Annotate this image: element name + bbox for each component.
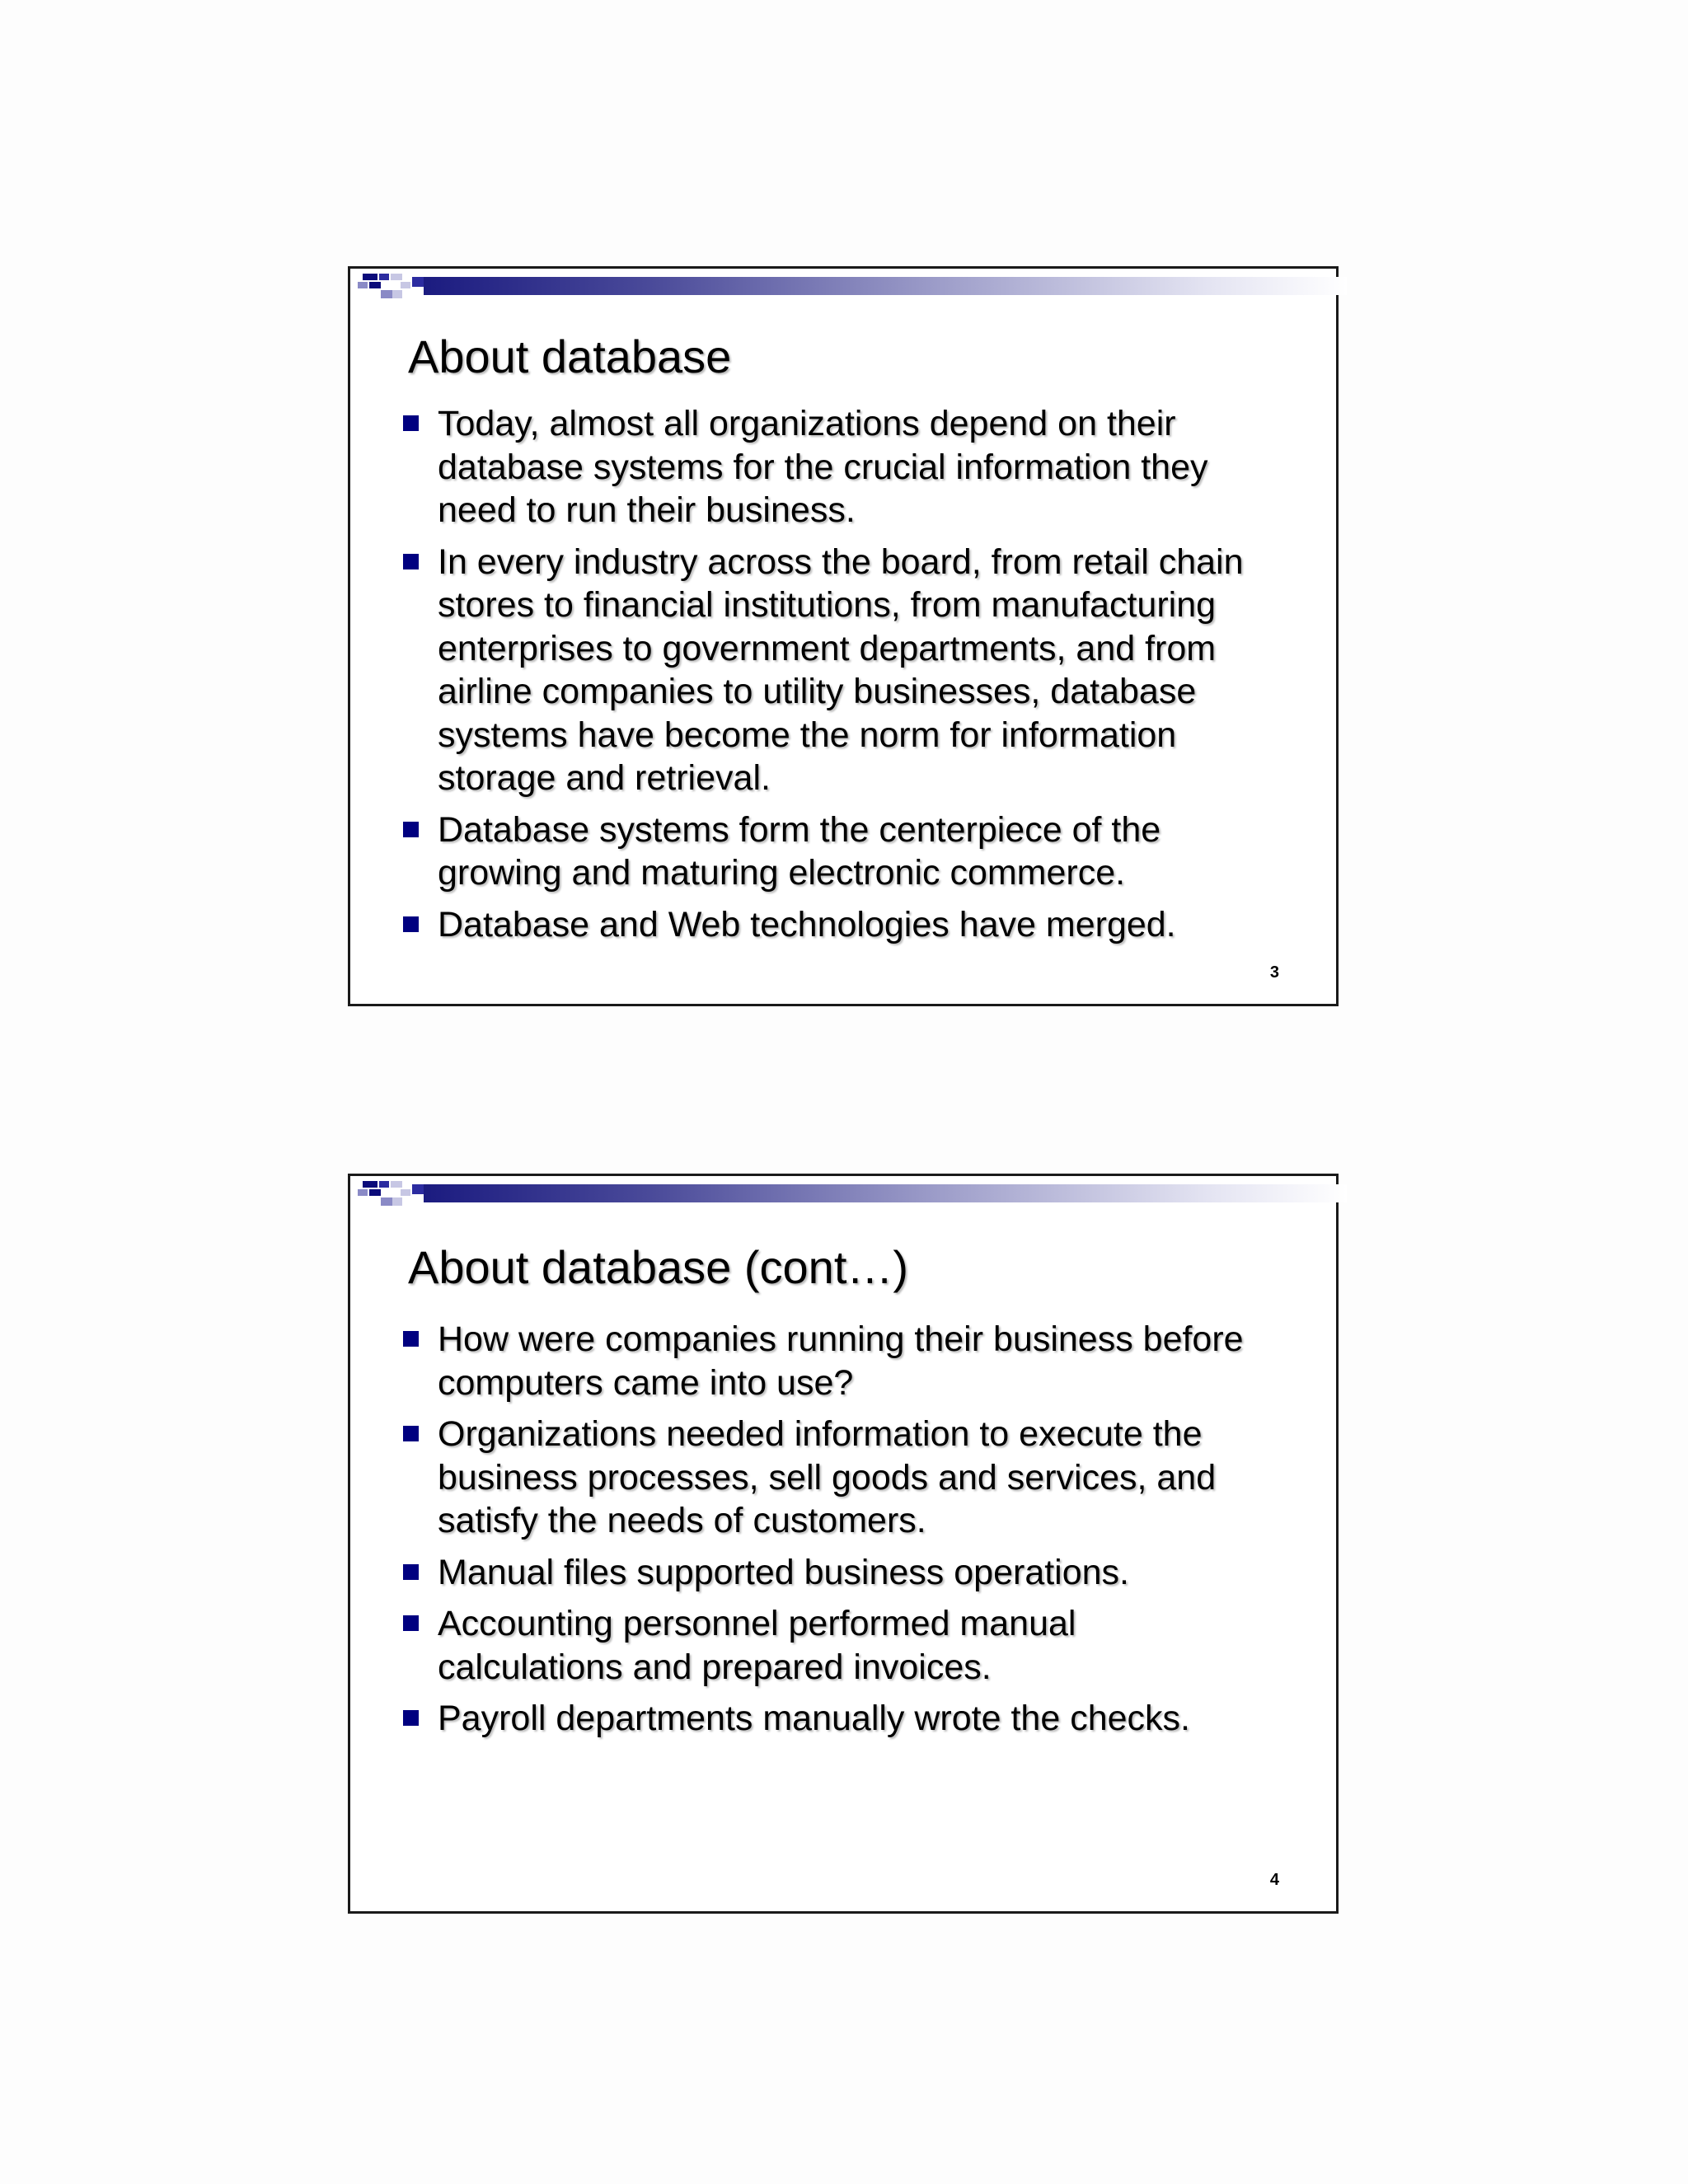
- bullet-item: [438, 903, 1311, 947]
- bullet-line: Accounting personnel performed manual: [438, 1604, 1076, 1643]
- bullet-line: Database systems form the centerpiece of the: [438, 809, 1161, 850]
- square-bullet-icon: [403, 554, 419, 569]
- bullet-line: Today, almost all organizations depend on their: [438, 404, 1176, 443]
- bullet-item: [438, 1602, 1311, 1689]
- bullet-line: business processes, sell goods and services, and: [438, 1457, 1217, 1497]
- bullet-list: [438, 402, 1311, 954]
- bullet-item: [438, 1697, 1311, 1741]
- bullet-line: storage and retrieval.: [438, 758, 771, 798]
- square-bullet-icon: [403, 1710, 419, 1726]
- bullet-line: stores to financial institutions, from manufacturing: [438, 585, 1217, 625]
- square-bullet-icon: [403, 1564, 419, 1580]
- bullet-line: enterprises to government departments, and from: [438, 628, 1217, 668]
- bullet-line: Organizations needed information to execute the: [438, 1414, 1203, 1454]
- bullet-line: growing and maturing electronic commerce.: [438, 853, 1126, 893]
- page-number: 3: [1269, 963, 1279, 982]
- bullet-item: [438, 402, 1311, 532]
- slide-3: [348, 266, 1339, 1006]
- bullet-line: In every industry across the board, from retail chain: [438, 541, 1244, 582]
- square-bullet-icon: [403, 822, 419, 837]
- bullet-line: Payroll departments manually wrote the checks.: [438, 1699, 1190, 1738]
- bullet-list: [438, 1318, 1311, 1749]
- bullet-item: [438, 1413, 1311, 1543]
- square-bullet-icon: [403, 1615, 419, 1631]
- square-bullet-icon: [403, 916, 419, 932]
- bullet-item: [438, 1318, 1311, 1404]
- bullet-line: computers came into use?: [438, 1362, 854, 1403]
- slide-title: About database: [408, 330, 732, 382]
- bullet-line: How were companies running their business before: [438, 1319, 1244, 1359]
- slide-header-decoration: [353, 1179, 1339, 1212]
- slide-title: About database (cont…): [408, 1241, 909, 1293]
- slide-4: [348, 1174, 1339, 1914]
- bullet-line: database systems for the crucial information they: [438, 447, 1208, 487]
- bullet-line: need to run their business.: [438, 490, 856, 530]
- page-number: 4: [1269, 1871, 1279, 1889]
- bullet-line: satisfy the needs of customers.: [438, 1501, 926, 1540]
- slide-header-decoration: [353, 271, 1339, 304]
- bullet-line: calculations and prepared invoices.: [438, 1647, 992, 1687]
- bullet-item: [438, 808, 1311, 895]
- bullet-line: airline companies to utility businesses, database: [438, 672, 1197, 711]
- square-bullet-icon: [403, 1331, 419, 1347]
- bullet-line: Manual files supported business operations.: [438, 1552, 1130, 1592]
- bullet-line: systems have become the norm for information: [438, 715, 1177, 755]
- square-bullet-icon: [403, 1426, 419, 1441]
- square-bullet-icon: [403, 415, 419, 431]
- bullet-item: [438, 1551, 1311, 1595]
- bullet-item: [438, 541, 1311, 800]
- bullet-line: Database and Web technologies have merged.: [438, 904, 1176, 944]
